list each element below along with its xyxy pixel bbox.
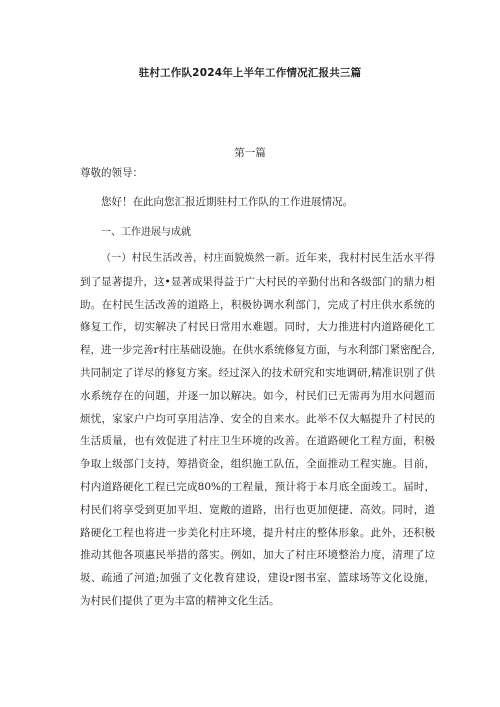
body-paragraph	[80, 247, 435, 613]
subsection-lead: （一）村民生活改善，村庄面貌焕然一新。	[101, 253, 296, 264]
document-title: 驻村工作队2024年上半年工作情况汇报共三篇	[138, 67, 362, 79]
section-heading: 一、工作进展与成就	[101, 227, 191, 238]
body-text: 近年来，我村村民生活水平得到了显著提升，这•显著成果得益于广大村民的辛勤付出和各级部门的鼎力相助。在村民生活改善的道路上，积极协调水利部门，完成了村庄供水系统的修复工作，切实解决了村民日常用水难题。同时，大力推进村内道路硬化工程，进一步完善r村庄基础设施。在供水系统修复方面，与水利部门紧密配合,共同制定了详尽的修复方案。经过深入的技术研究和实地调研,精准识别了供水系统存在的问题，并逐一加以解决。如今，村民们已无需再为用水问题而烦忧，家家户户均可享用洁净、安全的自来水。此举不仅大幅提升了村民的生活质量，也有效促进了村庄卫生环境的改善。在道路硬化工程方面，积极争取上级部门支持，筹措资金，组织施工队伍，全面推动工程实施。目前，村内道路硬化工程已完成80%的工程量，预计将于本月底全面竣工。届时，村民们将享受到更加平坦、宽敞的道路，出行也更加便捷、高效。同时，道路硬化工程也将进一步美化村庄环境，提升村庄的整体形象。此外，还积极推动其他各项惠民举措的落实。例如，加大了村庄环境整治力度，清理了垃圾、疏通了河道;加强了文化教育建设，建设r图书室、篮球场等文化设施，为村民们提供了更为丰富的精神文化生活。	[80, 252, 436, 607]
salutation: 尊敬的领导：	[80, 167, 143, 179]
intro-paragraph: 您好！在此向您汇报近期驻村工作队的工作进展情况。	[101, 196, 353, 208]
part-title: 第一篇	[234, 147, 266, 159]
